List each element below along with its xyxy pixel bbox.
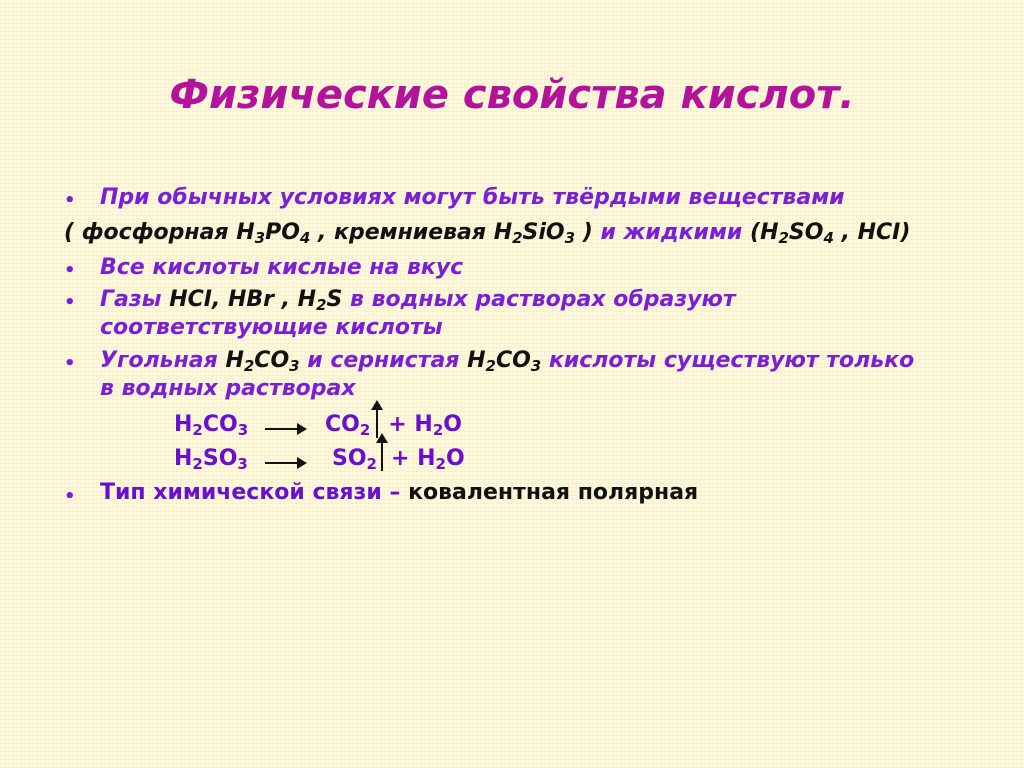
bullet-1-line-2: ( фосфорная $H_3PO_4$ , кремниевая $H_2SiO_3$ ) и жидкими ($H_2SO_4$ , HCI): [64, 220, 911, 247]
page-title: Физические свойства кислот.: [169, 72, 855, 118]
bullet-1-line-1: При обычных условиях могут быть твёрдыми веществами: [100, 185, 845, 210]
reaction-arrow: [265, 428, 305, 430]
reaction-arrow: [265, 462, 305, 464]
bullet-2: Все кислоты кислые на вкус: [100, 255, 464, 280]
equation-1-left: $H_2CO_3$: [174, 412, 249, 439]
gas-release-arrow: [381, 441, 383, 471]
bullet-4-line-1: Угольная $H_2CO_3$ и сернистая $H_2CO_3$ кислоты существуют только: [100, 348, 915, 375]
equation-1-right: $CO_2 + H_2O$: [325, 412, 462, 439]
bullet-marker: •: [64, 260, 76, 281]
equation-2-right: $SO_2 + H_2O$: [332, 446, 465, 473]
bullet-marker: •: [64, 353, 76, 374]
bullet-marker: •: [64, 190, 76, 211]
equation-2-left: $H_2SO_3$: [174, 446, 248, 473]
bullet-marker: •: [64, 486, 76, 507]
bullet-3-line-2: соответствующие кислоты: [100, 315, 443, 340]
bullet-marker: •: [64, 292, 76, 313]
bullet-3-line-1: Газы HCI, HBr , $H_2S$ в водных растворах образуют: [100, 287, 736, 314]
bullet-4-line-2: в водных растворах: [100, 376, 356, 401]
bullet-5: Тип химической связи – ковалентная полярная: [100, 480, 699, 505]
